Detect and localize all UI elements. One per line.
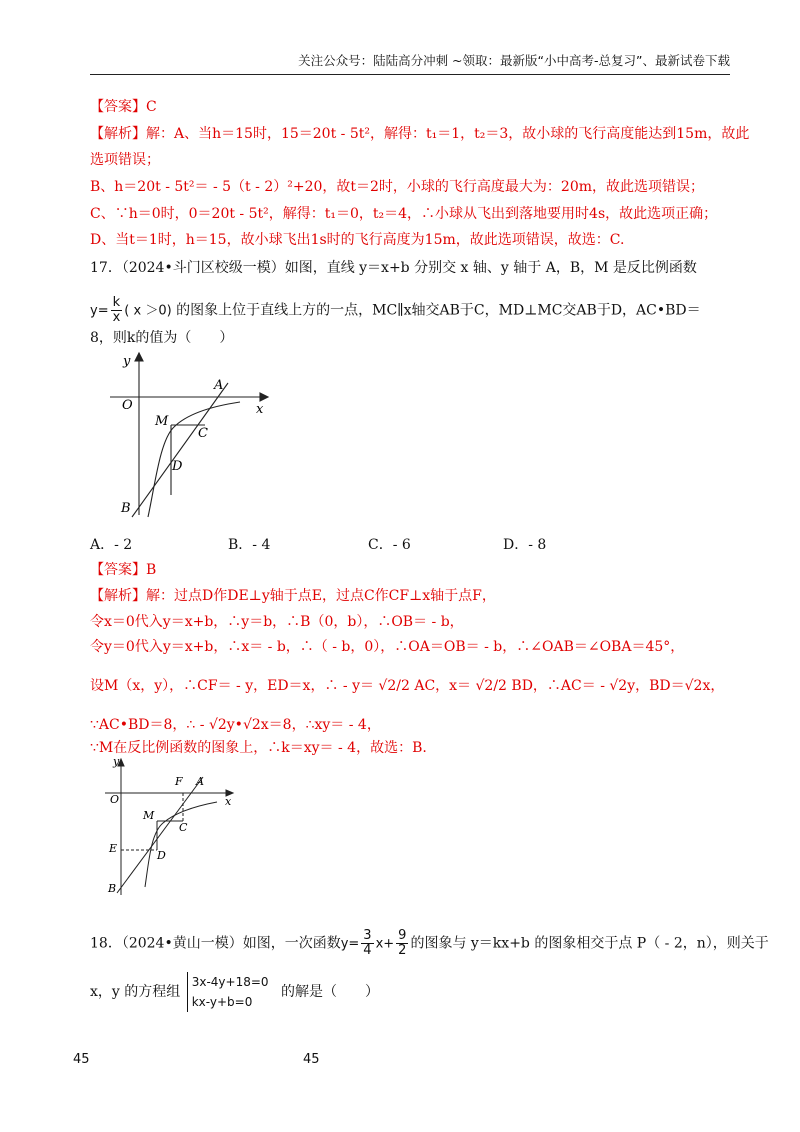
q17-option-d[interactable]: D．- 8: [503, 537, 547, 553]
q17-analysis-line-1: 【解析】解：过点D作DE⊥y轴于点E，过点C作CF⊥x轴于点F，: [90, 588, 496, 604]
q17-stem-line-1: 17．（2024•斗门区校级一模）如图，直线 y＝x+b 分别交 x 轴、y 轴于 A，B，M 是反比例函数: [90, 260, 697, 276]
q18-stem-line-2: x，y 的方程组 3x-4y+18=0 kx-y+b=0 的解是（ ）: [90, 972, 740, 1012]
q16-answer: 【答案】C: [90, 99, 157, 115]
page-header: 关注公众号：陆陆高分冲刺 ~领取：最新版“小中高考-总复习”、最新试卷下载: [90, 52, 730, 75]
q16-analysis-line-3: B、h＝20t - 5t²＝ - 5（t - 2）²+20，故t＝2时，小球的飞行高度最大为：20m，故此选项错误；: [90, 179, 705, 195]
label-b: B: [121, 501, 131, 516]
label-e-2: E: [109, 842, 118, 855]
q16-analysis-line-4: C、∵h＝0时，0＝20t - 5t²，解得：t₁＝0，t₂＝4，∴小球从飞出到落地要用时4s，故此选项正确；: [90, 206, 718, 222]
q18-fraction-3-4: $\frac{3}{4}$: [363, 928, 372, 958]
equation-system: 3x-4y+18=0 kx-y+b=0: [187, 972, 269, 1012]
q16-analysis-line-5: D、当t＝1时，h＝15，故小球飞出1s时的飞行高度为15m，故此选项错误，故选：C.: [90, 232, 625, 248]
label-y-2: y: [113, 755, 120, 768]
q17-analysis-line-3: 令y＝0代入y＝x+b，∴x＝ - b，∴（ - b，0），∴OA＝OB＝ - b，∴∠OAB＝∠OBA＝45°，: [90, 639, 685, 655]
page-number-center: 45: [303, 1052, 320, 1067]
q17-answer: 【答案】B: [90, 562, 157, 578]
line-ab: [132, 383, 228, 517]
label-y: y: [123, 354, 131, 369]
label-b-2: B: [108, 882, 117, 895]
q17-stem-line-3: 8，则k的值为（ ）: [90, 330, 234, 346]
q17-option-c[interactable]: C．- 6: [368, 537, 411, 553]
q18-fraction-9-2: $\frac{9}{2}$: [398, 928, 407, 958]
label-m: M: [155, 414, 169, 429]
q17-option-a[interactable]: A．- 2: [90, 537, 133, 553]
label-o: O: [122, 398, 133, 413]
q17-figure: [110, 345, 275, 520]
label-x: x: [256, 402, 264, 417]
label-c-2: C: [179, 821, 188, 834]
y-axis-arrow: [135, 353, 143, 361]
q17-function-fraction: $\frac{k}{x}$: [112, 295, 121, 325]
q17-analysis-line-6: ∵M在反比例函数的图象上，∴k＝xy＝ - 4，故选：B.: [90, 740, 427, 756]
x-axis-arrow: [260, 393, 268, 401]
q16-analysis-line-1: 【解析】解：A、当h＝15时，15＝20t - 5t²，解得：t₁＝1，t₂＝3，故小球的飞行高度能达到15m，故此: [90, 126, 750, 142]
q17-analysis-line-4: 设M（x，y），∴CF＝ - y，ED＝x，∴ - y＝ √2/2 AC，x＝ √2/2 BD，∴AC＝ - √2y，BD＝√2x，: [90, 678, 725, 694]
q18-stem-line-1: 18．（2024•黄山一模）如图，一次函数y= $\frac{3}{4}$ x+ $\frac{9}{2}$ 的图象与 y＝kx+b 的图象相交于点 P（ - 2，n），则关于: [90, 928, 769, 958]
label-a-2: A: [196, 775, 204, 788]
label-x-2: x: [225, 795, 232, 808]
q17-option-b[interactable]: B．- 4: [228, 537, 271, 553]
q17-analysis-line-5: ∵AC•BD＝8，∴ - √2y•√2x＝8，∴xy＝ - 4，: [90, 717, 381, 733]
label-c: C: [198, 426, 208, 441]
label-f-2: F: [175, 775, 183, 788]
q17-stem-line-2: y= $\frac{k}{x}$ ( x ＞0) 的图象上位于直线上方的一点，MC∥x轴交AB于C，MD⊥MC交AB于D，AC•BD＝: [90, 295, 701, 325]
q17-solution-figure: [105, 755, 245, 900]
label-a: A: [214, 378, 224, 393]
q17-analysis-line-2: 令x＝0代入y＝x+b，∴y＝b，∴B（0，b），∴OB＝ - b，: [90, 614, 464, 630]
q16-analysis-line-2: 选项错误；: [90, 152, 160, 168]
label-d: D: [172, 459, 183, 474]
label-m-2: M: [143, 809, 155, 822]
page-number-left: 45: [73, 1052, 90, 1067]
label-o-2: O: [110, 793, 120, 806]
label-d-2: D: [157, 849, 166, 862]
